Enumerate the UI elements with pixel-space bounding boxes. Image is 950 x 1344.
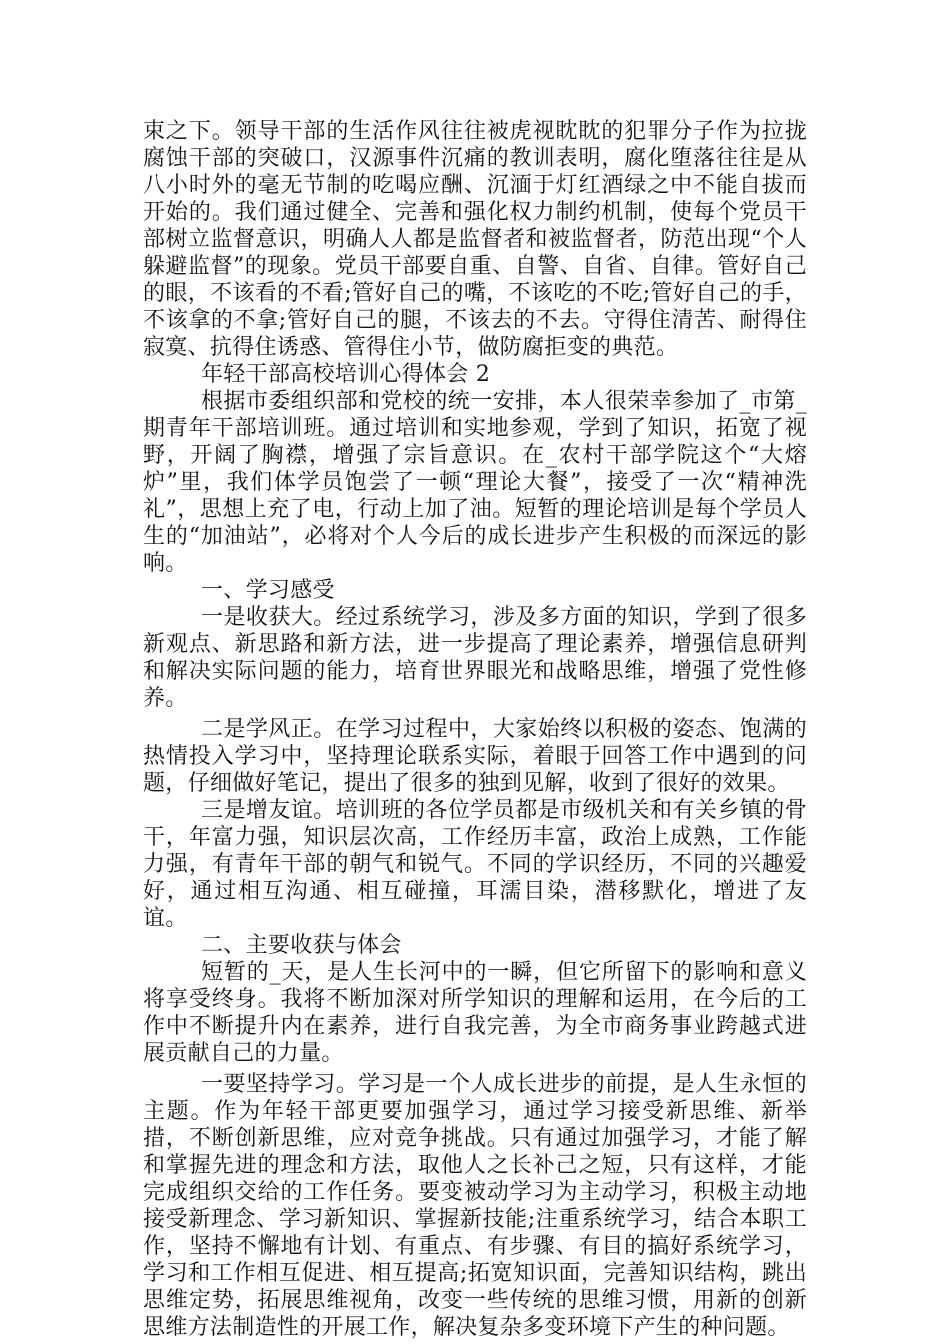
paragraph-friendship: 三是增友谊。培训班的各位学员都是市级机关和有关乡镇的骨干，年富力强，知识层次高，工作经历丰富，政治上成熟，工作能力强，有青年干部的朝气和锐气。不同的学识经历，不同的兴趣爱好，通过相互沟通、相互碰撞，耳濡目染，潜移默化，增进了友谊。 xyxy=(143,798,807,931)
paragraph-study-style: 二是学风正。在学习过程中，大家始终以积极的姿态、饱满的热情投入学习中，坚持理论联系实际，着眼于回答工作中遇到的问题，仔细做好笔记，提出了很多的独到见解，收到了很好的效果。 xyxy=(143,717,807,796)
section-heading-1: 一、学习感受 xyxy=(201,578,335,603)
section-title: 年轻干部高校培训心得体会 2 xyxy=(201,362,491,387)
section-heading-2: 二、主要收获与体会 xyxy=(201,933,402,958)
paragraph-short-days: 短暂的_天，是人生长河中的一瞬，但它所留下的影响和意义将享受终身。我将不断加深对所学知识的理解和运用，在今后的工作中不断提升内在素养，进行自我完善，为全市商务事业跨越式进展贡献自己的力量。 xyxy=(143,960,807,1066)
document-body xyxy=(143,118,807,1341)
paragraph-harvest: 一是收获大。经过系统学习，涉及多方面的知识，学到了很多新观点、新思路和新方法，进一步提高了理论素养，增强信息研判和解决实际问题的能力，培育世界眼光和战略思维，增强了党性修养。 xyxy=(143,605,807,711)
paragraph-intro: 根据市委组织部和党校的统一安排，本人很荣幸参加了_市第_期青年干部培训班。通过培训和实地参观，学到了知识，拓宽了视野，开阔了胸襟，增强了宗旨意识。在_农村干部学院这个“大熔炉”里，我们体学员饱尝了一顿“理论大餐”，接受了一次“精神洗礼”，思想上充了电，行动上加了油。短暂的理论培训是每个学员人生的“加油站”，必将对个人今后的成长进步产生积极的而深远的影响。 xyxy=(143,389,807,576)
paragraph-continuation: 束之下。领导干部的生活作风往往被虎视眈眈的犯罪分子作为拉拢腐蚀干部的突破口，汉源事件沉痛的教训表明，腐化堕落往往是从八小时外的毫无节制的吃喝应酬、沉湎于灯红酒绿之中不能自拔而开始的。我们通过健全、完善和强化权力制约机制，使每个党员干部树立监督意识，明确人人都是监督者和被监督者，防范出现“个人躲避监督”的现象。党员干部要自重、自警、自省、自律。管好自己的眼，不该看的不看;管好自己的嘴，不该吃的不吃;管好自己的手，不该拿的不拿;管好自己的腿，不该去的不去。守得住清苦、耐得住寂寞、抗得住诱惑、管得住小节，做防腐拒变的典范。 xyxy=(143,119,807,360)
paragraph-keep-learning: 一要坚持学习。学习是一个人成长进步的前提，是人生永恒的主题。作为年轻干部更要加强学习，通过学习接受新思维、新举措，不断创新思维，应对竞争挑战。只有通过加强学习，才能了解和掌握先进的理念和方法，取他人之长补己之短，只有这样，才能完成组织交给的工作任务。要变被动学习为主动学习，积极主动地接受新理念、学习新知识、掌握新技能;注重系统学习，结合本职工作，坚持不懈地有计划、有重点、有步骤、有目的搞好系统学习，学习和工作相互促进、相互提高;拓宽知识面，完善知识结构，跳出思维定势，拓展思维视角，改变一些传统的思维习惯，用新的创新思维方法制造性的开展工作，解决复杂多变环境下产生的种问题。 xyxy=(143,1072,807,1340)
